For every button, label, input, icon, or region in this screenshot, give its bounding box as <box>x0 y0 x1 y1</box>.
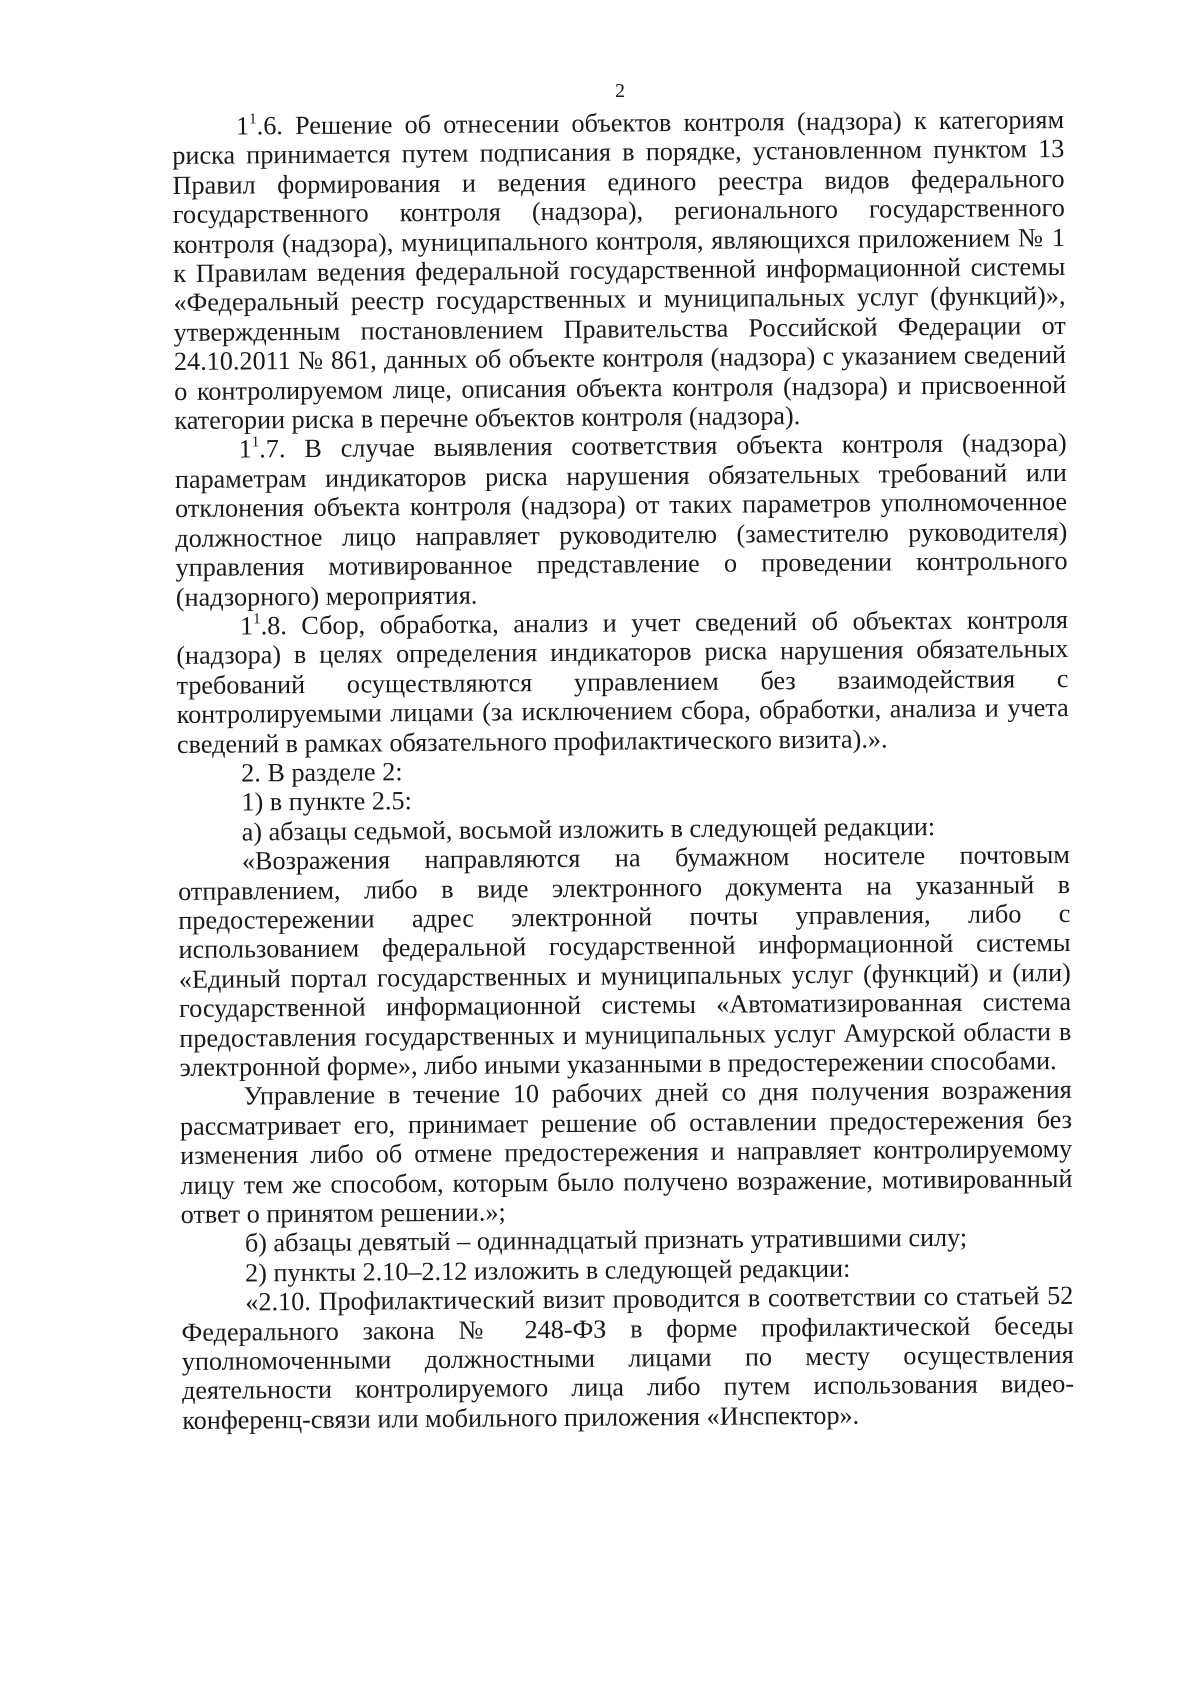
clause-number: 1 <box>238 434 252 464</box>
document-body <box>172 105 1074 1435</box>
paragraph-section-2: 2. В разделе 2: <box>241 757 403 788</box>
paragraph-item-2-5: 1) в пункте 2.5: <box>241 786 412 817</box>
clause-superscript: 1 <box>253 611 261 628</box>
paragraph-objections: «Возражения направляются на бумажном носителе почтовым отправлением, либо в виде электронного документа на указанный в предостережении адрес электронной почты управления, либо с использованием федеральной государственной информационной системы «Единый портал государственных и муниципальных услуг (функций) и (или) государственной информационной системы «Автоматизированная система предоставления государственных и муниципальных услуг Амурской области в электронной форме», либо иными указанными в предостережении способами. <box>178 840 1072 1082</box>
paragraph-2-10: «2.10. Профилактический визит проводится в соответствии со статьей 52 Федерального закона № 248-ФЗ в форме профилактической беседы уполномоченными должностными лицами по месту осуществления деятельности контролируемого лица либо путем использования видео-конференц-связи или мобильного приложения «Инспектор». <box>181 1281 1075 1435</box>
paragraph-item-2-10-2-12: 2) пункты 2.10–2.12 изложить в следующей редакции: <box>245 1253 851 1288</box>
paragraph-text: .7. В случае выявления соответствия объекта контроля (надзора) параметрам индикаторов риска нарушения обязательных требований или отклонения объекта контроля (надзора) от таких параметров уполномоченное должностное лицо направляет руководителю (заместителю руководителя) управления мотивированное представление о проведении контрольного (надзорного) мероприятия. <box>174 428 1068 612</box>
clause-number: 1 <box>239 611 254 641</box>
clause-number: 1 <box>235 111 250 141</box>
paragraph-1-1-8 <box>176 605 1069 759</box>
paragraph-text: .6. Решение об отнесении объектов контроля (надзора) к категориям риска принимается путем подписания в порядке, установленном пунктом 13 Правил формирования и ведения единого реестра видов федерального государственного контроля (надзора), регионального государственного контроля (надзора), муниципального контроля, являющихся приложением № 1 к Правилам ведения федеральной государственной информационной системы «Федеральный реестр государственных и муниципальных услуг (функций)», утвержденным постановлением Правительства Российской Федерации от 24.10.2011 № 861, данных об объекте контроля (надзора) с указанием сведений о контролируемом лице, описания объекта контроля (надзора) и присвоенной категории риска в перечне объектов контроля (надзора). <box>172 104 1067 436</box>
paragraph-subitem-a: а) абзацы седьмой, восьмой изложить в следующей редакции: <box>241 811 936 847</box>
paragraph-subitem-b: б) абзацы девятый – одиннадцатый признать утратившими силу; <box>244 1223 968 1258</box>
clause-superscript: 1 <box>249 111 257 128</box>
clause-superscript: 1 <box>251 434 260 451</box>
paragraph-1-1-6 <box>172 105 1067 435</box>
paragraph-management-review: Управление в течение 10 рабочих дней со дня получения возражения рассматривает его, принимает решение об оставлении предостережения без изменения либо об отмене предостережения и направляет контролируемому лицу тем же способом, которым было получено возражение, мотивированный ответ о принятом решении.»; <box>179 1075 1073 1229</box>
page-number: 2 <box>615 80 625 102</box>
paragraph-1-1-7 <box>175 428 1068 611</box>
paragraph-text: .8. Сбор, обработка, анализ и учет сведений об объектах контроля (надзора) в целях определения индикаторов риска нарушения обязательных требований осуществляются управлением без взаимодействия с контролируемыми лицами (за исключением сбора, обработки, анализа и учета сведений в рамках обязательного профилактического визита).». <box>176 604 1069 759</box>
